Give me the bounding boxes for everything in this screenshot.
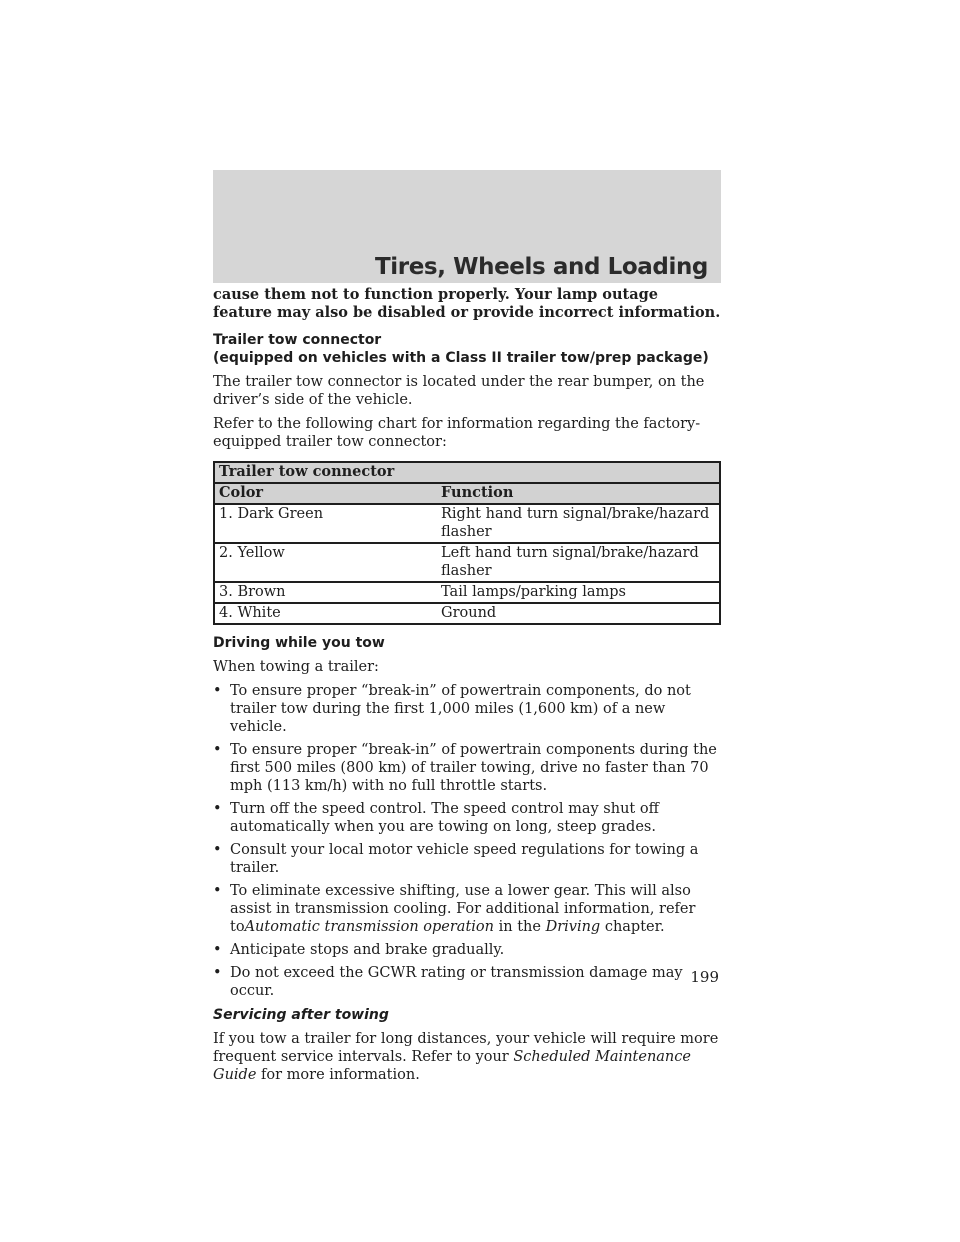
list-item-text: Anticipate stops and brake gradually. <box>230 942 505 958</box>
connector-table <box>213 461 721 625</box>
servicing-heading: Servicing after towing <box>213 1007 389 1023</box>
connector-heading-line1: Trailer tow connector <box>213 332 382 348</box>
cell-function: Tail lamps/parking lamps <box>437 582 720 603</box>
cross-reference: Driving <box>545 919 601 935</box>
list-item <box>213 682 721 736</box>
table-row <box>214 603 720 624</box>
bullet-icon: • <box>213 742 222 758</box>
cell-color: 2. Yellow <box>214 543 437 582</box>
table-row <box>214 504 720 543</box>
list-item-text: chapter. <box>600 919 665 935</box>
cell-function: Left hand turn signal/brake/hazard flasher <box>437 543 720 582</box>
header-band <box>213 170 721 283</box>
page-content <box>213 286 721 1084</box>
list-item-text: in the <box>494 919 546 935</box>
list-item <box>213 741 721 795</box>
cell-color: 1. Dark Green <box>214 504 437 543</box>
connector-location-paragraph: The trailer tow connector is located under the rear bumper, on the driver’s side of the vehicle. <box>213 374 705 408</box>
table-title: Trailer tow connector <box>214 462 720 483</box>
list-item-text: To ensure proper “break-in” of powertrain components during the first 500 miles (800 km) of trailer towing, drive no faster than 70 mph (113 km/h) with no full throttle starts. <box>230 742 717 794</box>
table-row <box>214 543 720 582</box>
connector-chart-intro: Refer to the following chart for information regarding the factory-equipped trailer tow connector: <box>213 416 701 450</box>
bullet-icon: • <box>213 883 222 899</box>
table-row <box>214 582 720 603</box>
connector-heading <box>213 331 721 367</box>
list-item <box>213 882 721 936</box>
bullet-icon: • <box>213 842 222 858</box>
cell-color: 3. Brown <box>214 582 437 603</box>
section-title: Tires, Wheels and Loading <box>374 254 708 280</box>
bullet-icon: • <box>213 942 222 958</box>
list-item <box>213 800 721 836</box>
servicing-paragraph <box>213 1030 721 1084</box>
table-header-row <box>214 483 720 504</box>
servicing-text-end: for more information. <box>256 1067 420 1083</box>
bullet-icon: • <box>213 801 222 817</box>
list-item-text: Consult your local motor vehicle speed regulations for towing a trailer. <box>230 842 699 876</box>
page-number: 199 <box>690 968 719 986</box>
cell-function: Ground <box>437 603 720 624</box>
driving-intro: When towing a trailer: <box>213 659 379 675</box>
servicing-text: If you tow a trailer for long distances, your vehicle will require more frequent service intervals. Refer to your <box>213 1031 719 1065</box>
warning-continuation: cause them not to function properly. Your lamp outage feature may also be disabled or provide incorrect information. <box>213 286 721 321</box>
cross-reference: Scheduled Maintenance Guide <box>213 1049 691 1083</box>
column-header-color: Color <box>214 483 437 504</box>
cross-reference: Automatic transmission operation <box>244 919 494 935</box>
cell-function: Right hand turn signal/brake/hazard flasher <box>437 504 720 543</box>
connector-heading-line2: (equipped on vehicles with a Class II trailer tow/prep package) <box>213 350 709 366</box>
list-item-text: Do not exceed the GCWR rating or transmission damage may occur. <box>230 965 683 999</box>
list-item <box>213 841 721 877</box>
bullet-icon: • <box>213 683 222 699</box>
list-item-text: Turn off the speed control. The speed control may shut off automatically when you are towing on long, steep grades. <box>230 801 659 835</box>
list-item <box>213 941 721 959</box>
table-title-row <box>214 462 720 483</box>
towing-tips-list <box>213 682 721 1000</box>
list-item-text: To ensure proper “break-in” of powertrain components, do not trailer tow during the first 1,000 miles (1,600 km) of a new vehicle. <box>230 683 691 735</box>
column-header-function: Function <box>437 483 720 504</box>
list-item <box>213 964 721 1000</box>
driving-heading: Driving while you tow <box>213 635 385 651</box>
bullet-icon: • <box>213 965 222 981</box>
list-item-text: To eliminate excessive shifting, use a lower gear. This will also assist in transmission cooling. For additional information, refer to <box>230 883 696 935</box>
cell-color: 4. White <box>214 603 437 624</box>
